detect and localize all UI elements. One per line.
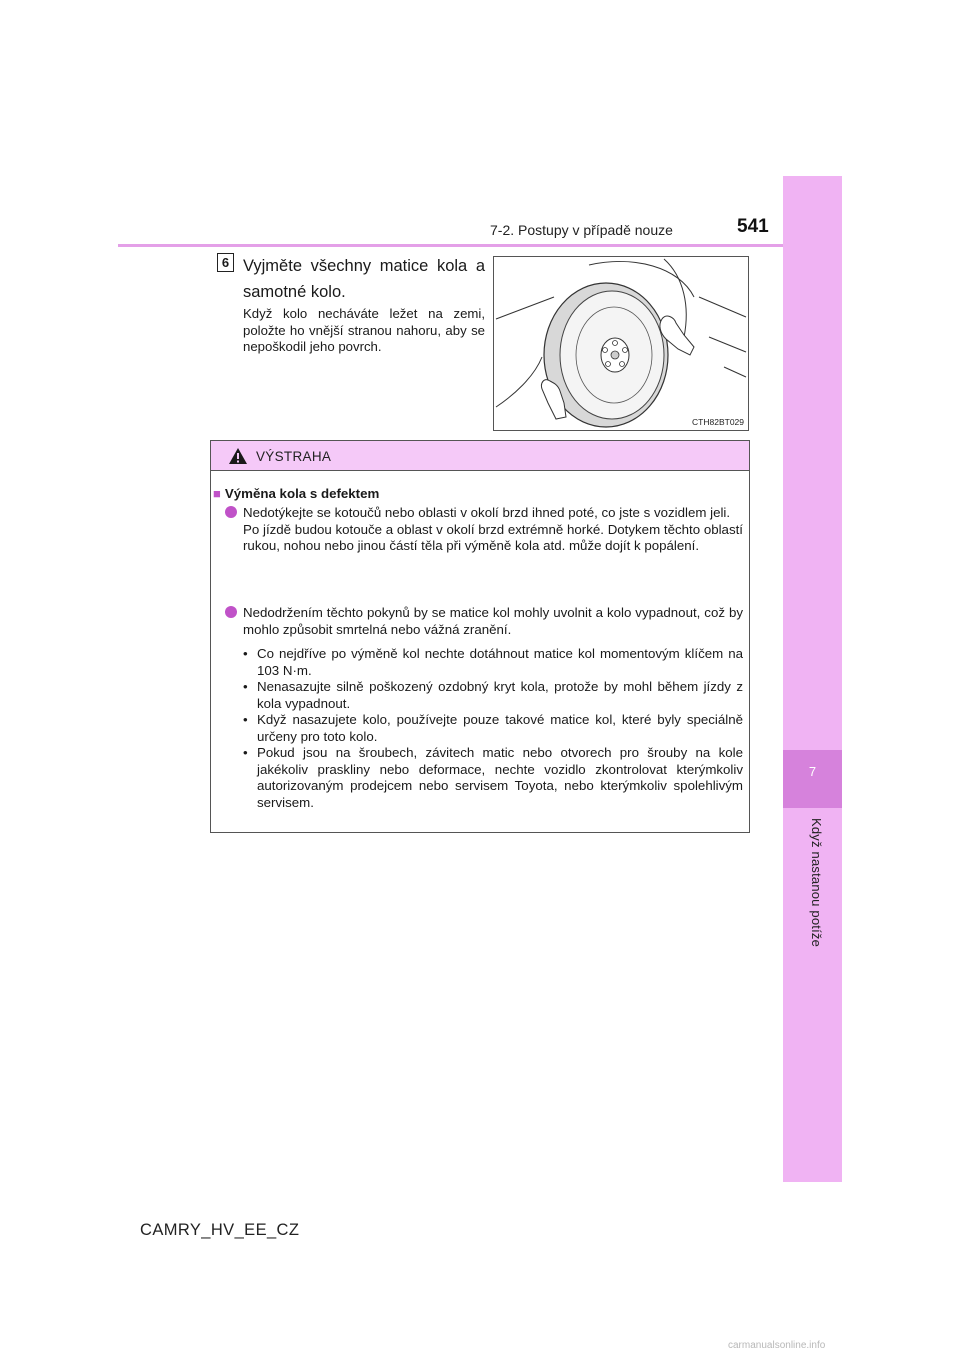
sub-item-marker: • (243, 745, 248, 760)
bullet-dot-icon (225, 606, 237, 618)
sub-item-marker: • (243, 646, 248, 661)
sub-item-marker: • (243, 679, 248, 694)
warning-sub-item (243, 745, 743, 811)
sub-item-text: Nenasazujte silně poškozený ozdobný kryt kola, protože by mohl během jízdy z kola vypadnout. (257, 679, 743, 711)
warning-title: VÝSTRAHA (256, 449, 332, 464)
watermark: carmanualsonline.info (728, 1340, 826, 1351)
step-number-badge: 6 (217, 253, 234, 272)
sub-item-text: Co nejdříve po výměně kol nechte dotáhnout matice kol momentovým klíčem na 103 N·m. (257, 646, 743, 678)
chapter-side-tab-active[interactable] (783, 750, 842, 808)
step-note: Když kolo necháváte ležet na zemi, položte ho vnější stranou nahoru, aby se nepoškodil jeho povrch. (243, 306, 485, 354)
sub-item-text: Pokud jsou na šroubech, závitech matic nebo otvorech pro šrouby na kole jakékoliv praskliny nebo deformace, nechte vozidlo zkontrolovat kterýmkoliv autorizovaným prodejcem nebo servisem Toyota, nebo kterýmkoliv spolehlivým servisem. (257, 745, 743, 810)
chapter-title: Když nastanou potíže (809, 818, 824, 948)
warning-sub-item (243, 712, 743, 745)
warning-bullet (225, 505, 743, 555)
bullet-dot-icon (225, 506, 237, 518)
section-title: 7-2. Postupy v případě nouze (490, 222, 673, 238)
warning-box (210, 440, 750, 833)
warning-bullet-text: Nedodržením těchto pokynů by se matice kol mohly uvolnit a kolo vypadnout, což by mohlo způsobit smrtelná nebo vážná zranění. (243, 605, 743, 637)
chapter-number: 7 (808, 764, 817, 779)
figure-code: CTH82BT029 (692, 417, 744, 427)
sub-item-marker: • (243, 712, 248, 727)
warning-section-title (213, 486, 379, 501)
warning-bullet-extra: Po jízdě budou kotouče a oblast v okolí brzd extrémně horké. Dotykem těchto oblastí rukou, nohou nebo jinou částí těla při výměně kola atd. může dojít k popálení. (243, 521, 743, 553)
step-title: Vyjměte všechny matice kola a samotné kolo. (243, 257, 485, 301)
warning-sub-item (243, 646, 743, 679)
chapter-side-tab (783, 176, 842, 1182)
model-code: CAMRY_HV_EE_CZ (140, 1221, 300, 1239)
sub-item-text: Když nasazujete kolo, používejte pouze takové matice kol, které byly speciálně určeny pro toto kolo. (257, 712, 743, 744)
warning-section-title-text: Výměna kola s defektem (224, 486, 380, 501)
warning-header (211, 441, 749, 471)
square-bullet-icon: ■ (213, 486, 221, 501)
page-number: 541 (737, 216, 769, 237)
warning-bullet-text: Nedotýkejte se kotoučů nebo oblasti v okolí brzd ihned poté, co jste s vozidlem jeli. (243, 505, 731, 520)
header-divider (118, 244, 783, 247)
warning-bullet (225, 605, 743, 638)
warning-sub-item (243, 679, 743, 712)
wheel-removal-illustration (493, 256, 749, 431)
warning-triangle-icon (228, 447, 248, 470)
